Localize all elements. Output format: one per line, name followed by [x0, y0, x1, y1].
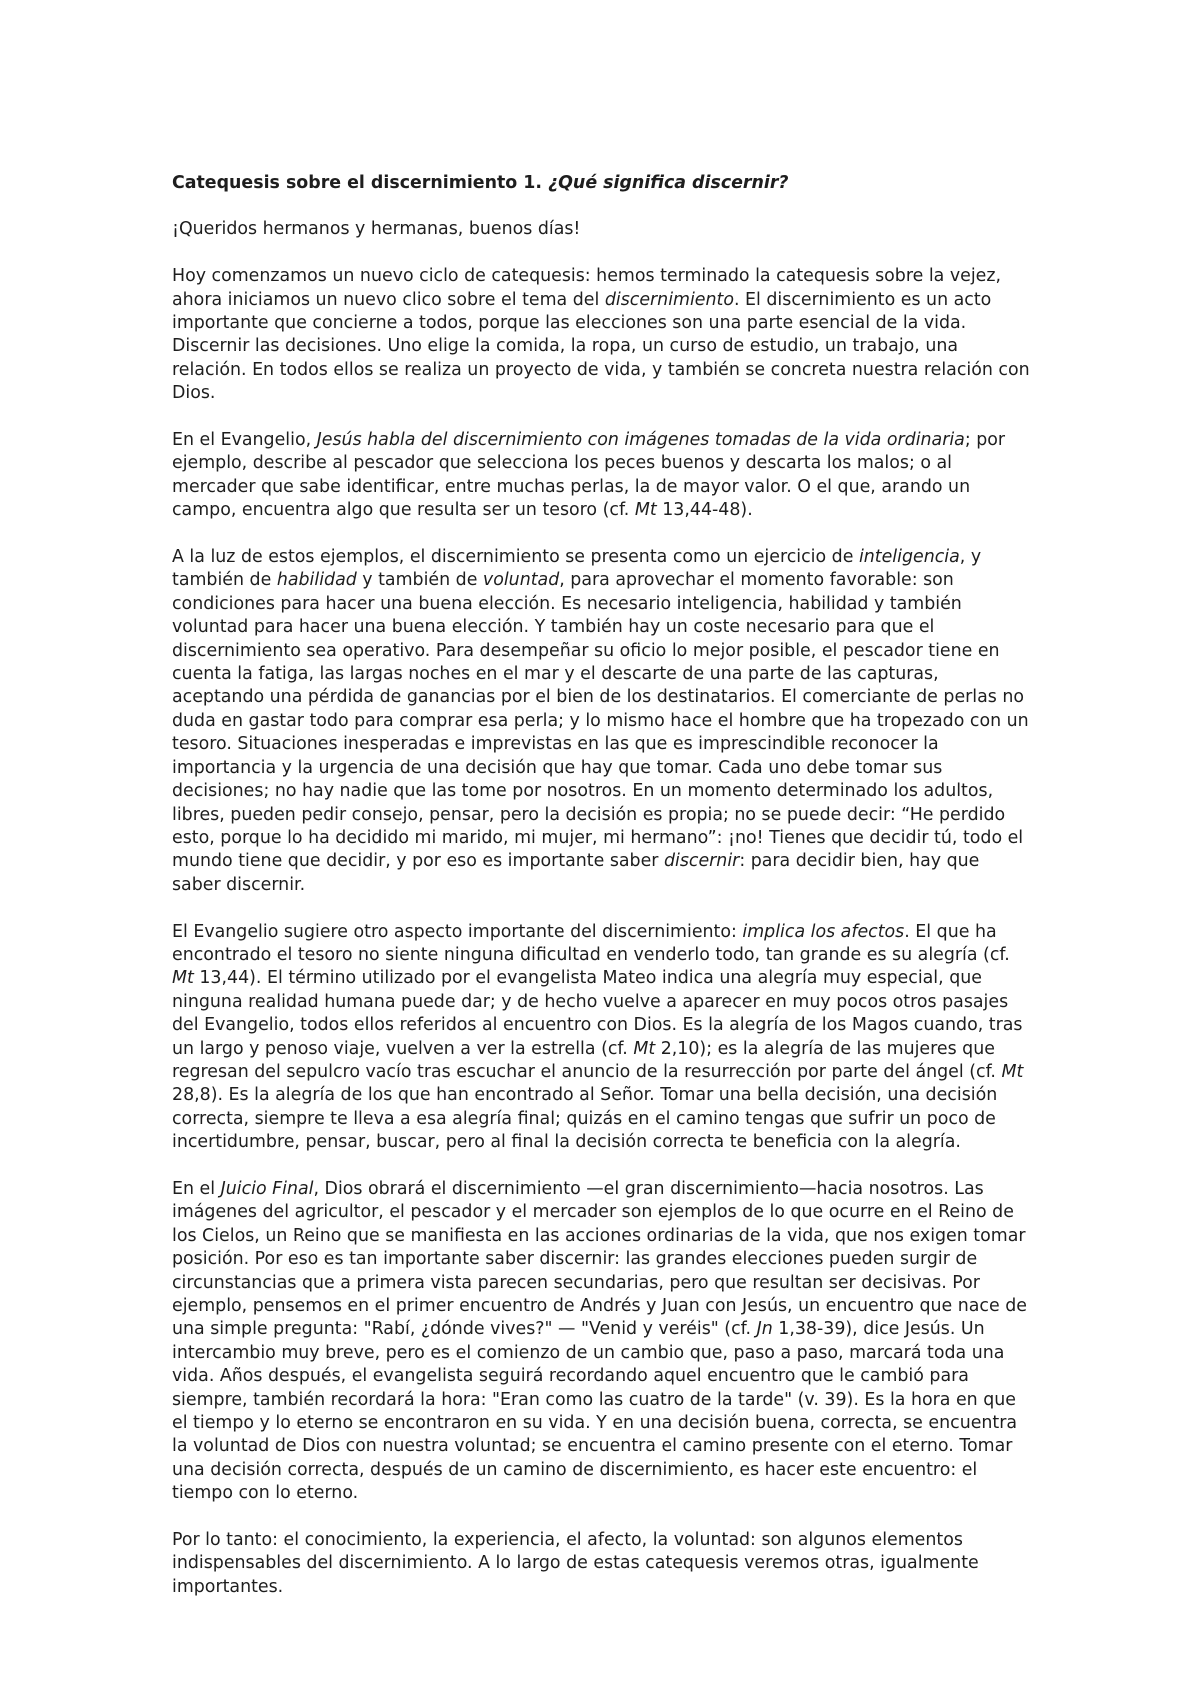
text-run: . El que ha encontrado el tesoro no siente ninguna dificultad en venderlo todo, tan grande es su alegría (cf.: [172, 921, 1010, 965]
italic-run: Mt: [1001, 1061, 1024, 1082]
paragraph-1: [172, 265, 1032, 405]
text-run: A la luz de estos ejemplos, el discernimiento se presenta como un ejercicio de: [172, 547, 859, 568]
text-run: , Dios obrará el discernimiento —el gran discernimiento—hacia nosotros. Las imágenes del agricultor, el pescador y el mercader son ejemplos de lo que ocurre en el Reino de los Cielos, un Reino que se manifiesta en las acciones ordinarias de la vida, que nos exigen tomar posición. Por eso es tan importante saber discernir: las grandes elecciones pueden surgir de circunstancias que a primera vista parecen secundarias, pero que resultan ser decisivas. Por ejemplo, pensemos en el primer encuentro de Andrés y Juan con Jesús, un encuentro que nace de una simple pregunta: "Rabí, ¿dónde vives?" — "Venid y veréis" (cf.: [172, 1178, 1027, 1340]
greeting-paragraph: ¡Queridos hermanos y hermanas, buenos días!: [172, 219, 581, 240]
italic-run: Mt: [633, 1038, 656, 1059]
text-run: En el: [172, 1178, 221, 1199]
italic-run: discernir: [663, 851, 740, 872]
text-run: y también de: [356, 570, 483, 591]
text-run: 2,10); es la alegría de las mujeres que regresan del sepulcro vacío tras escuchar el anuncio de la resurrección por parte del ángel (cf.: [172, 1038, 1002, 1082]
italic-run: voluntad: [482, 570, 560, 591]
paragraph-2: [172, 429, 1032, 523]
italic-run: Mt: [634, 500, 657, 521]
document-page: [172, 172, 1032, 1623]
text-run: , para aprovechar el momento favorable: son condiciones para hacer una buena elección. Es necesario inteligencia, habilidad y también voluntad para hacer una buena elección. Y también hay un coste necesario para que el discernimiento sea operativo. Para desempeñar su oficio lo mejor posible, el pescador tiene en cuenta la fatiga, las largas noches en el mar y el descarte de una parte de las capturas, aceptando una pérdida de ganancias por el bien de los destinatarios. El comerciante de perlas no duda en gastar todo para comprar esa perla; y lo mismo hace el hombre que ha tropezado con un tesoro. Situaciones inesperadas e imprevistas en las que es imprescindible reconocer la importancia y la urgencia de una decisión que hay que tomar. Cada uno debe tomar sus decisiones; no hay nadie que las tome por nosotros. En un momento determinado los adultos, libres, pueden pedir consejo, pensar, pero la decisión es propia; no se puede decir: “He perdido esto, porque lo ha decidido mi marido, mi mujer, mi hermano”: ¡no! Tienes que decidir tú, todo el mundo tiene que decidir, y por eso es importante saber: [172, 570, 1029, 872]
document-title: [172, 172, 1032, 195]
text-run: 28,8). Es la alegría de los que han encontrado al Señor. Tomar una bella decisión, una decisión correcta, siempre te lleva a esa alegría final; quizás en el camino tengas que sufrir un poco de incertidumbre, pensar, buscar, pero al final la decisión correcta te beneficia con la alegría.: [172, 1085, 998, 1153]
text-run: Hoy comenzamos un nuevo ciclo de catequesis: hemos terminado la catequesis sobre la vejez, ahora iniciamos un nuevo clico sobre el tema del: [172, 266, 1002, 310]
italic-run: Mt: [172, 968, 194, 989]
text-run: , y también de: [172, 547, 982, 591]
text-run: 1,38-39), dice Jesús. Un intercambio muy breve, pero es el comienzo de un cambio que, paso a paso, marcará toda una vida. Años después, el evangelista seguirá recordando aquel encuentro que le cambió para siempre, también recordará la hora: "Eran como las cuatro de la tarde" (v. 39). Es la hora en que el tiempo y lo eterno se encontraron en su vida. Y en una decisión buena, correcta, se encuentra la voluntad de Dios con nuestra voluntad; se encuentra el camino presente con el eterno. Tomar una decisión correcta, después de un camino de discernimiento, es hacer este encuentro: el tiempo con lo eterno.: [172, 1319, 1018, 1504]
italic-run: inteligencia: [858, 547, 960, 568]
text-run: En el Evangelio,: [172, 430, 317, 451]
paragraph-6: Por lo tanto: el conocimiento, la experiencia, el afecto, la voluntad: son algunos elementos indispensables del discernimiento. A lo largo de estas catequesis veremos otras, igualmente importantes.: [172, 1530, 979, 1597]
text-run: El Evangelio sugiere otro aspecto importante del discernimiento:: [172, 921, 743, 942]
text-run: . El discernimiento es un acto importante que concierne a todos, porque las elecciones son una parte esencial de la vida. Discernir las decisiones. Uno elige la comida, la ropa, un curso de estudio, un trabajo, una relación. En todos ellos se realiza un proyecto de vida, y también se concreta nuestra relación con Dios.: [172, 289, 1030, 404]
italic-run: habilidad: [276, 570, 357, 591]
italic-run: Juicio Final: [220, 1178, 314, 1199]
paragraph-3: [172, 546, 1032, 897]
italic-run: discernimiento: [604, 289, 734, 310]
text-run: 13,44-48).: [656, 500, 753, 521]
title-italic-text: ¿Qué significa discernir?: [548, 173, 789, 193]
paragraph-4: [172, 921, 1032, 1155]
italic-run: Jesús habla del discernimiento con imágenes tomadas de la vida ordinaria: [316, 430, 965, 451]
title-text: Catequesis sobre el discernimiento 1.: [172, 173, 549, 193]
italic-run: Jn: [756, 1319, 773, 1340]
italic-run: implica los afectos: [742, 921, 905, 942]
text-run: : para decidir bien, hay que saber discernir.: [172, 851, 980, 895]
text-run: 13,44). El término utilizado por el evangelista Mateo indica una alegría muy especial, que ninguna realidad humana puede dar; y de hecho vuelve a aparecer en muy pocos otros pasajes del Evangelio, todos ellos referidos al encuentro con Dios. Es la alegría de los Magos cuando, tras un largo y penoso viaje, vuelven a ver la estrella (cf.: [172, 968, 1023, 1059]
text-run: ; por ejemplo, describe al pescador que selecciona los peces buenos y descarta los malos; o al mercader que sabe identificar, entre muchas perlas, la de mayor valor. O el que, arando un campo, encuentra algo que resulta ser un tesoro (cf.: [172, 430, 1006, 521]
paragraph-5: [172, 1178, 1032, 1506]
